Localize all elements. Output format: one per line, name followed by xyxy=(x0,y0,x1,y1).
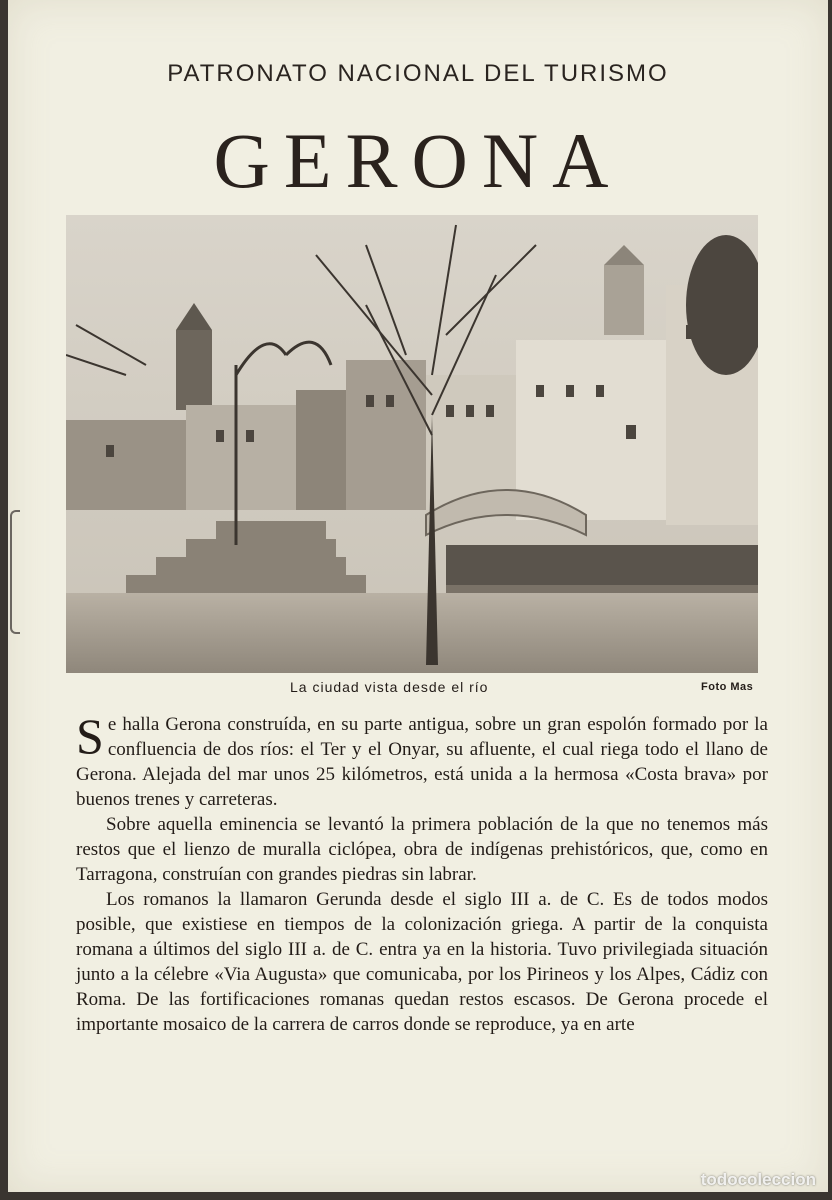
paragraph-3: Los romanos la llamaron Gerunda desde el siglo III a. de C. Es de todos modos posible, que existiese en tiempos de la colonización griega. A partir de la conquista romana a últimos del siglo III a. de C. entra ya en la historia. Tuvo privilegiada situación junto a la célebre «Via Augusta» que comunicaba, por los Pirineos y los Alpes, Cádiz con Roma. De las fortificaciones romanas quedan restos escasos. De Gerona procede el importante mosaico de la carrera de carros donde se reproduce, ya en arte xyxy=(76,889,768,1035)
city-photo xyxy=(66,215,758,673)
drop-cap: S xyxy=(76,708,104,764)
body-text xyxy=(76,708,768,1037)
paragraph-1 xyxy=(76,708,768,812)
photo-river-town-icon xyxy=(66,215,758,673)
publisher-header: PATRONATO NACIONAL DEL TURISMO xyxy=(167,60,669,87)
staple xyxy=(10,510,20,634)
photo-credit: Foto Mas xyxy=(701,681,754,693)
photo-caption: La ciudad vista desde el río xyxy=(290,679,489,695)
page-title: GERONA xyxy=(213,117,623,204)
watermark: todocoleccion xyxy=(700,1170,816,1189)
paragraph-1-text: e halla Gerona construída, en su parte antigua, sobre un gran espolón formado por la confluencia de dos ríos: el Ter y el Onyar, su afluente, el cual riega todo el llano de Gerona. Alejada del mar unos 25 kilómetros, está unida a la hermosa «Costa brava» por buenos trenes y carreteras. xyxy=(76,714,768,810)
paragraph-2: Sobre aquella eminencia se levantó la primera población de la que no tenemos más restos que el lienzo de muralla ciclópea, obra de indígenas prehistóricos, que, como en Tarragona, construían con grandes piedras sin labrar. xyxy=(76,814,768,885)
document-page xyxy=(8,0,828,1192)
